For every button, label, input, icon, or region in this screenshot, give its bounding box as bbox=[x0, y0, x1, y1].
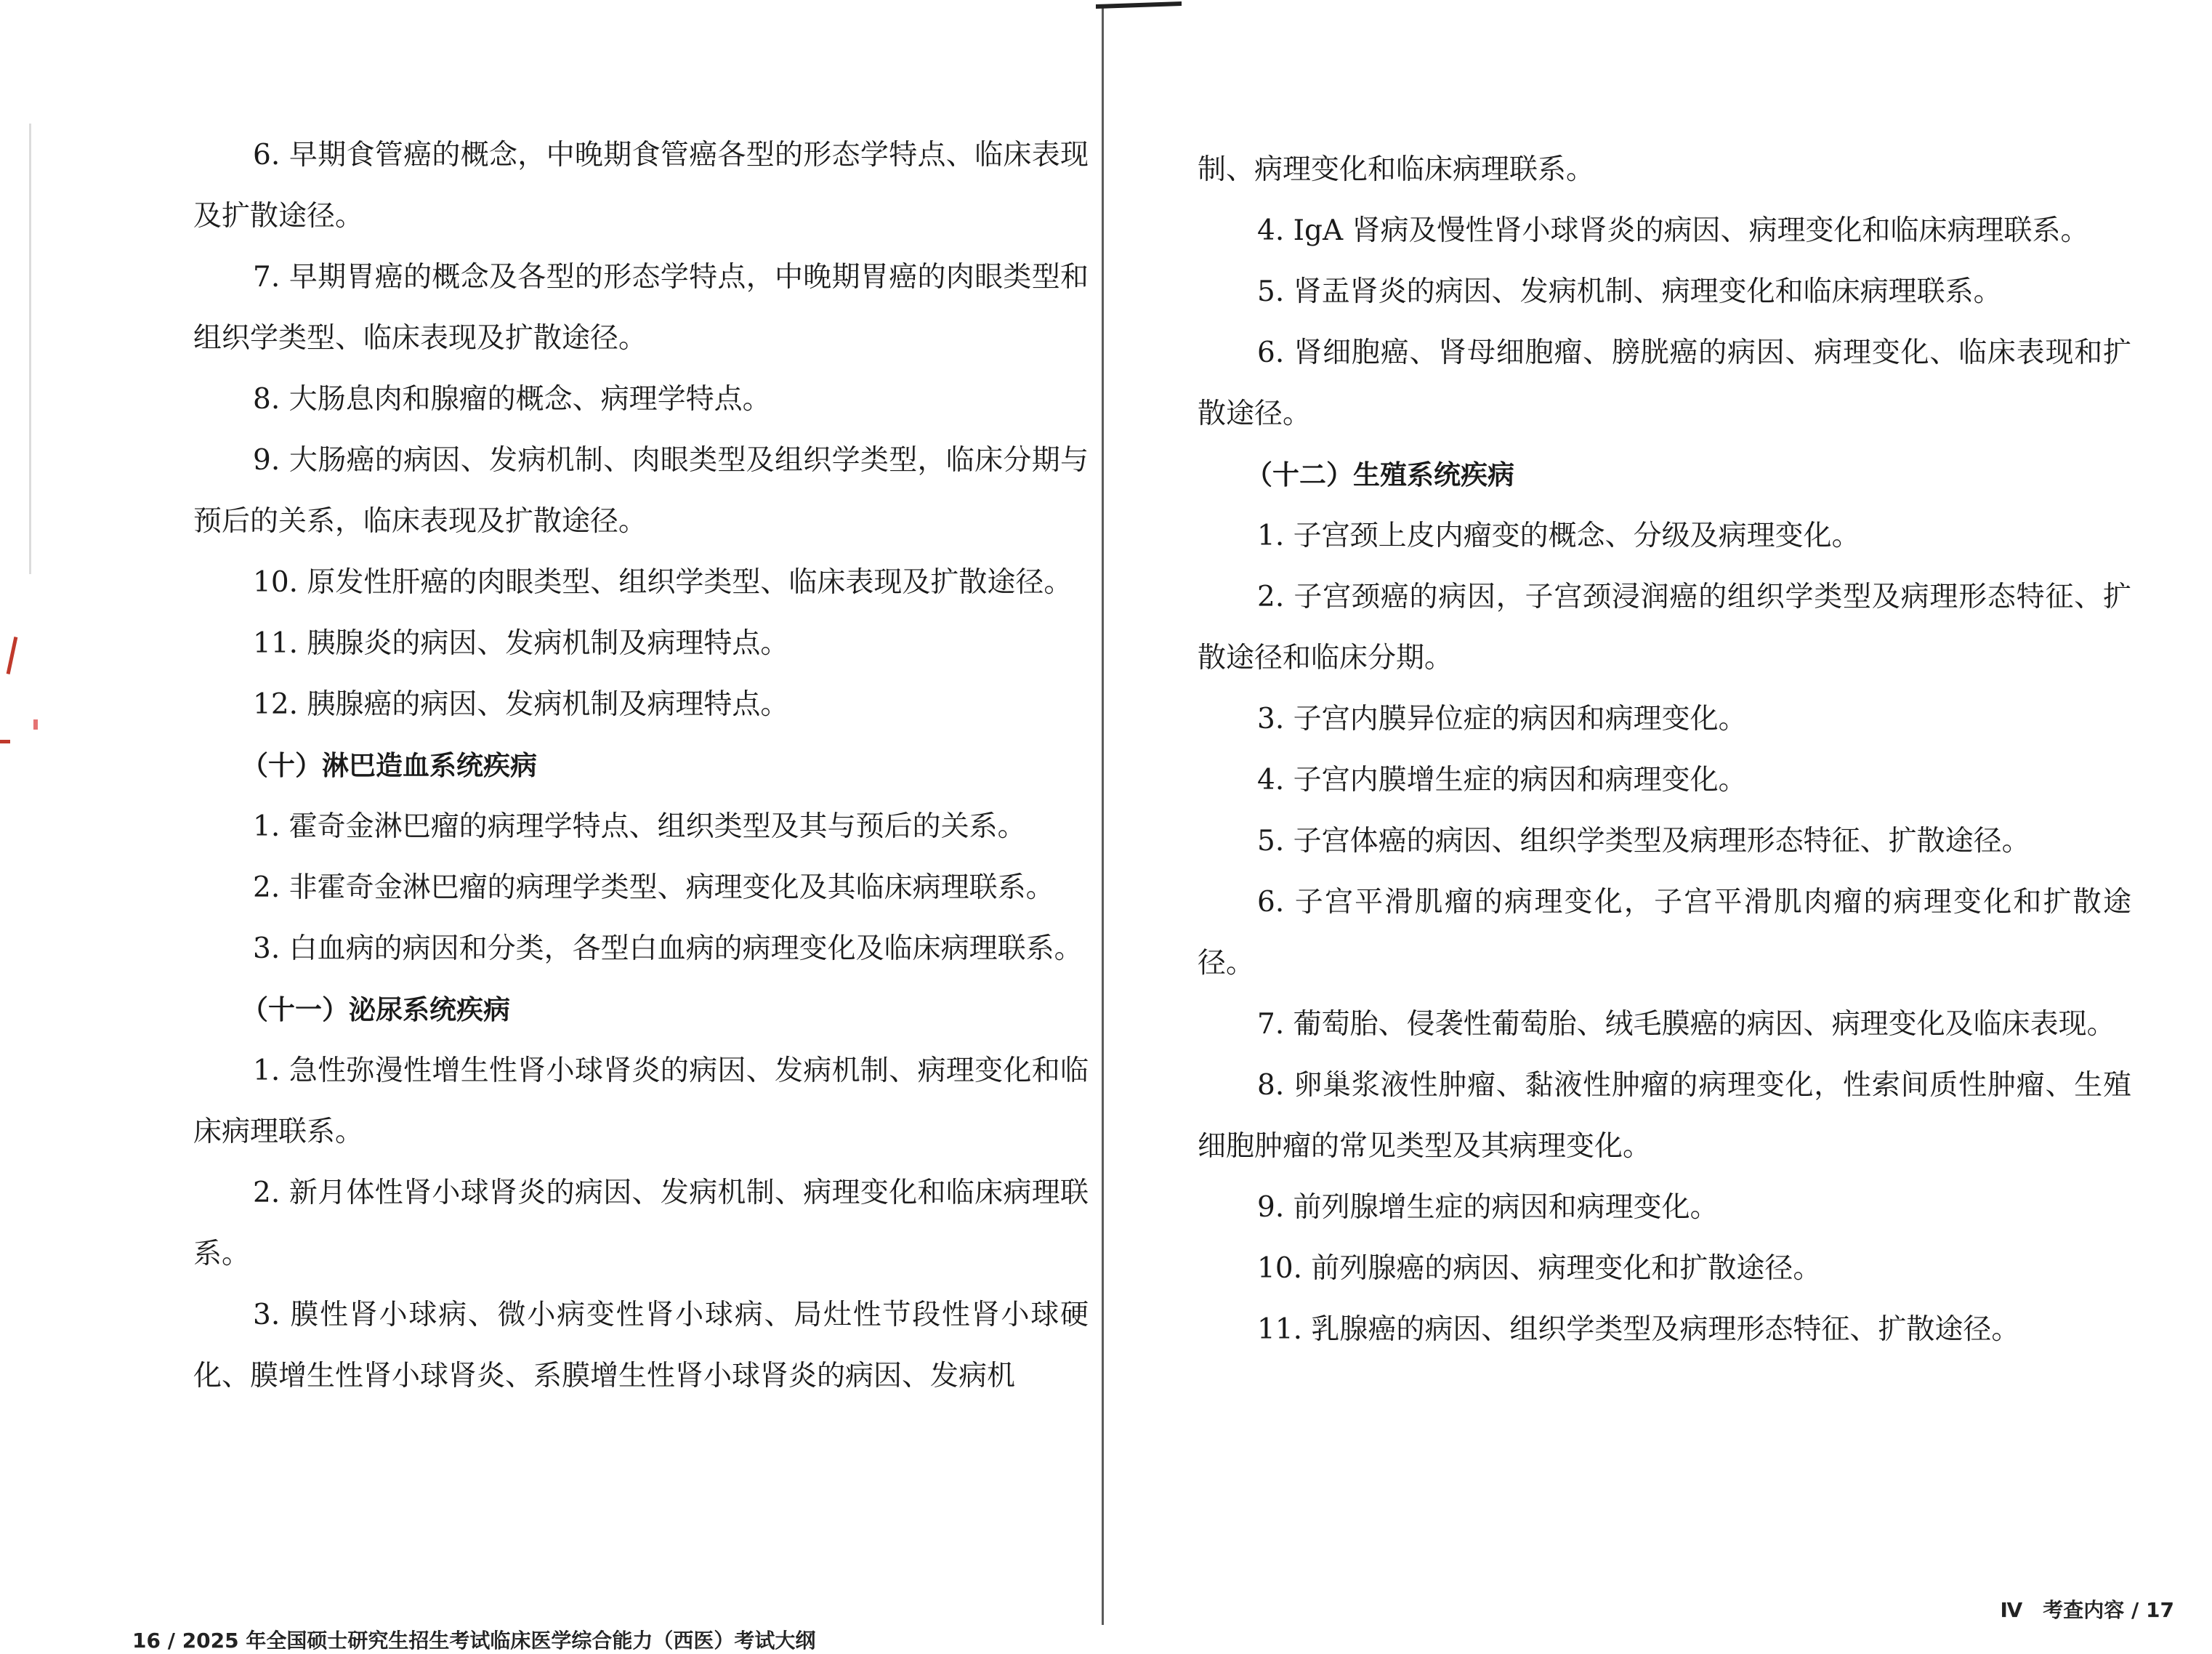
red-edge-mark bbox=[7, 637, 18, 674]
section-heading: （十）淋巴造血系统疾病 bbox=[241, 750, 537, 781]
list-item: 2. 新月体性肾小球肾炎的病因、发病机制、病理变化和临床病理联系。 bbox=[193, 1177, 1089, 1270]
list-item: 8. 卵巢浆液性肿瘤、黏液性肿瘤的病理变化，性索间质性肿瘤、生殖细胞肿瘤的常见类型及其病理变化。 bbox=[1198, 1069, 2131, 1163]
right-page bbox=[1103, 0, 2212, 1652]
list-item: 1. 急性弥漫性增生性肾小球肾炎的病因、发病机制、病理变化和临床病理联系。 bbox=[193, 1054, 1089, 1148]
list-item: 4. IgA 肾病及慢性肾小球肾炎的病因、病理变化和临床病理联系。 bbox=[1257, 214, 2089, 247]
list-item: 4. 子宫内膜增生症的病因和病理变化。 bbox=[1257, 764, 1747, 796]
list-item: 8. 大肠息肉和腺瘤的概念、病理学特点。 bbox=[253, 383, 771, 416]
list-item: 9. 前列腺增生症的病因和病理变化。 bbox=[1257, 1191, 1719, 1224]
left-page bbox=[0, 0, 1103, 1652]
list-item: 6. 早期食管癌的概念，中晚期食管癌各型的形态学特点、临床表现及扩散途径。 bbox=[193, 139, 1089, 233]
section-heading: （十二）生殖系统疾病 bbox=[1246, 459, 1514, 491]
red-edge-mark bbox=[0, 740, 10, 743]
section-heading: （十一）泌尿系统疾病 bbox=[241, 994, 510, 1025]
right-column bbox=[1198, 140, 2131, 1360]
list-item: 6. 肾细胞癌、肾母细胞瘤、膀胱癌的病因、病理变化、临床表现和扩散途径。 bbox=[1198, 336, 2131, 430]
list-item: 1. 霍奇金淋巴瘤的病理学特点、组织类型及其与预后的关系。 bbox=[253, 810, 1026, 843]
list-item: 7. 早期胃癌的概念及各型的形态学特点，中晚期胃癌的肉眼类型和组织学类型、临床表现及扩散途径。 bbox=[193, 261, 1089, 355]
list-item: 5. 肾盂肾炎的病因、发病机制、病理变化和临床病理联系。 bbox=[1257, 275, 2002, 308]
list-item: 11. 乳腺癌的病因、组织学类型及病理形态特征、扩散途径。 bbox=[1257, 1313, 2020, 1346]
scan-shadow bbox=[29, 124, 31, 574]
list-item: 3. 白血病的病因和分类，各型白血病的病理变化及临床病理联系。 bbox=[253, 932, 1083, 965]
page-footer: 16 / 2025 年全国硕士研究生招生考试临床医学综合能力（西医）考试大纲 bbox=[132, 1629, 816, 1653]
list-item: 3. 膜性肾小球病、微小病变性肾小球病、局灶性节段性肾小球硬化、膜增生性肾小球肾炎、系膜增生性肾小球肾炎的病因、发病机 bbox=[193, 1299, 1089, 1392]
list-item: 11. 胰腺炎的病因、发病机制及病理特点。 bbox=[253, 627, 789, 660]
list-item: 12. 胰腺癌的病因、发病机制及病理特点。 bbox=[253, 688, 789, 721]
list-item: 9. 大肠癌的病因、发病机制、肉眼类型及组织学类型，临床分期与预后的关系，临床表现及扩散途径。 bbox=[193, 444, 1089, 538]
list-item: 3. 子宫内膜异位症的病因和病理变化。 bbox=[1257, 703, 1747, 735]
page-footer: Ⅳ 考查内容 / 17 bbox=[2000, 1598, 2174, 1622]
left-column bbox=[193, 125, 1089, 1407]
list-item: 7. 葡萄胎、侵袭性葡萄胎、绒毛膜癌的病因、病理变化及临床表现。 bbox=[1257, 1008, 2115, 1041]
list-item: 6. 子宫平滑肌瘤的病理变化，子宫平滑肌肉瘤的病理变化和扩散途径。 bbox=[1198, 886, 2131, 980]
list-item: 5. 子宫体癌的病因、组织学类型及病理形态特征、扩散途径。 bbox=[1257, 825, 2030, 858]
red-edge-mark bbox=[33, 719, 38, 730]
list-item: 10. 前列腺癌的病因、病理变化和扩散途径。 bbox=[1257, 1252, 1822, 1285]
list-item: 2. 子宫颈癌的病因，子宫颈浸润癌的组织学类型及病理形态特征、扩散途径和临床分期。 bbox=[1198, 581, 2131, 674]
list-item: 10. 原发性肝癌的肉眼类型、组织学类型、临床表现及扩散途径。 bbox=[253, 566, 1073, 599]
list-item: 1. 子宫颈上皮内瘤变的概念、分级及病理变化。 bbox=[1257, 520, 1860, 552]
list-item: 2. 非霍奇金淋巴瘤的病理学类型、病理变化及其临床病理联系。 bbox=[253, 871, 1054, 904]
continued-text: 制、病理变化和临床病理联系。 bbox=[1198, 153, 1595, 186]
